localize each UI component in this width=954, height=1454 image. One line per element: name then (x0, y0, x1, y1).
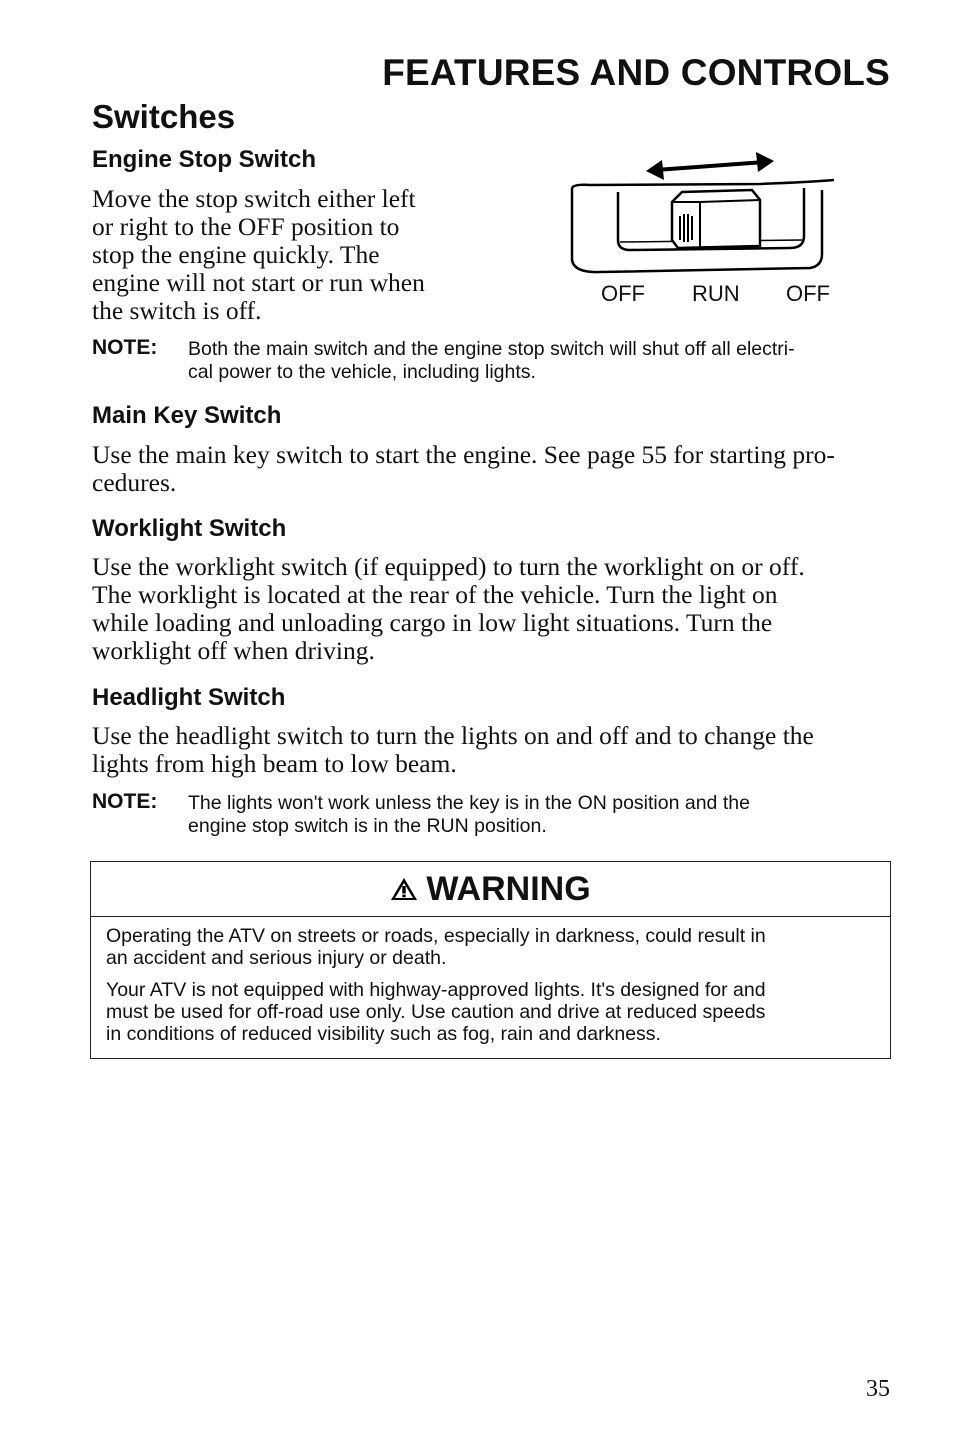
text-line: worklight off when driving. (92, 636, 375, 665)
text-line: Use the worklight switch (if equipped) to turn the worklight on or off. (92, 552, 805, 581)
text-line: engine stop switch is in the RUN position. (188, 815, 547, 837)
note-text (188, 338, 894, 384)
engine-stop-heading: Engine Stop Switch (92, 146, 317, 173)
chapter-title: FEATURES AND CONTROLS (382, 52, 890, 93)
text-line: engine will not start or run when (92, 268, 425, 297)
warning-triangle-icon (390, 876, 418, 902)
warning-title: WARNING (426, 869, 591, 908)
note-label: NOTE: (92, 336, 158, 359)
text-line: Use the headlight switch to turn the lights on and off and to change the (92, 721, 814, 750)
text-line: Use the main key switch to start the engine. See page 55 for starting pro- (92, 440, 835, 469)
text-line: The worklight is located at the rear of the vehicle. Turn the light on (92, 580, 778, 609)
text-line: cal power to the vehicle, including lights. (188, 361, 536, 383)
headlight-heading: Headlight Switch (92, 684, 286, 711)
text-line: Both the main switch and the engine stop switch will shut off all electri- (188, 338, 795, 360)
engine-stop-switch-illustration (560, 150, 850, 280)
switch-label-run: RUN (692, 281, 740, 306)
text-line: The lights won't work unless the key is in the ON position and the (188, 792, 750, 814)
double-arrow-icon (646, 152, 774, 180)
main-key-text (92, 441, 892, 497)
note-headlight (92, 790, 892, 838)
warning-paragraph-1 (106, 925, 876, 969)
text-line: cedures. (92, 468, 177, 497)
worklight-text (92, 553, 892, 665)
text-line: an accident and serious injury or death. (106, 947, 447, 969)
warning-paragraph-2 (106, 979, 876, 1045)
switch-knob-icon (672, 190, 760, 248)
headlight-text (92, 722, 892, 778)
text-line: the switch is off. (92, 296, 262, 325)
main-key-heading: Main Key Switch (92, 402, 282, 429)
section-title: Switches (92, 98, 236, 135)
text-line: lights from high beam to low beam. (92, 749, 457, 778)
warning-header (91, 862, 890, 917)
text-line: Operating the ATV on streets or roads, especially in darkness, could result in (106, 925, 766, 947)
note-text (188, 792, 894, 838)
text-line: or right to the OFF position to (92, 212, 400, 241)
text-line: stop the engine quickly. The (92, 240, 380, 269)
text-line: Your ATV is not equipped with highway-approved lights. It's designed for and (106, 979, 766, 1001)
note-label: NOTE: (92, 790, 158, 813)
page-number: 35 (866, 1376, 890, 1402)
text-line: Move the stop switch either left (92, 184, 416, 213)
text-line: must be used for off-road use only. Use caution and drive at reduced speeds (106, 1001, 766, 1023)
switch-label-off-left: OFF (601, 281, 645, 306)
worklight-heading: Worklight Switch (92, 515, 287, 542)
engine-stop-text (92, 185, 472, 325)
warning-box (90, 861, 891, 1059)
switch-label-off-right: OFF (786, 281, 830, 306)
note-engine-stop (92, 336, 892, 384)
text-line: while loading and unloading cargo in low light situations. Turn the (92, 608, 773, 637)
text-line: in conditions of reduced visibility such as fog, rain and darkness. (106, 1023, 661, 1045)
